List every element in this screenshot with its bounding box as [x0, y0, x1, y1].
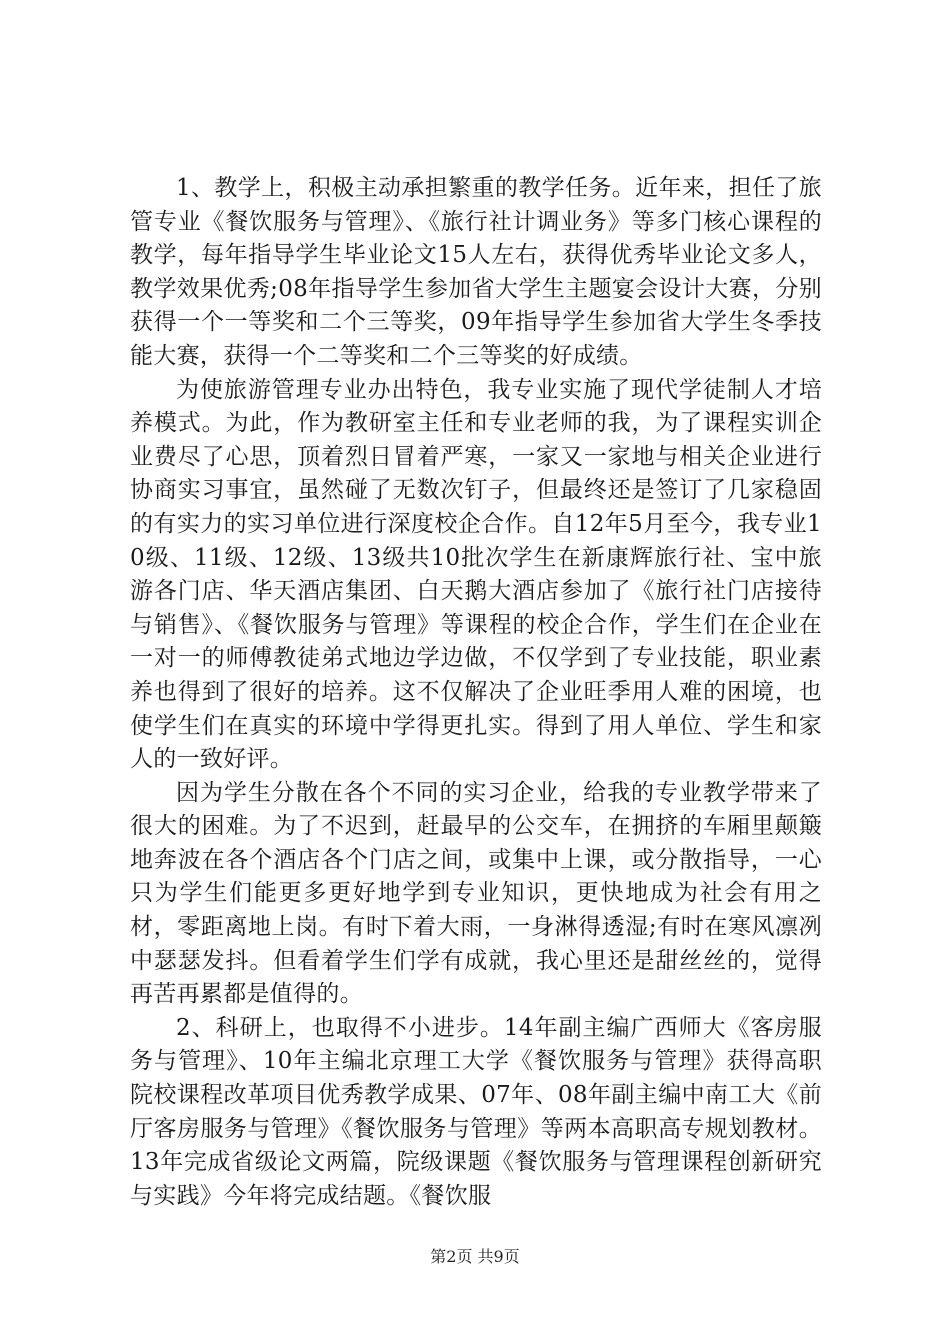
- paragraph-research: 2、科研上，也取得不小进步。14年副主编广西师大《客房服务与管理》、10年主编北京理工大学《餐饮服务与管理》获得高职院校课程改革项目优秀教学成果、07年、08年副主编中南工大《前厅客房服务与管理》《餐饮服务与管理》等两本高职高专规划教材。13年完成省级论文两篇，院级课题《餐饮服务与管理课程创新研究与实践》今年将完成结题。《餐饮服: [130, 1014, 822, 1209]
- document-body: [130, 172, 822, 1213]
- paragraph-apprenticeship: 为使旅游管理专业办出特色，我专业实施了现代学徒制人才培养模式。为此，作为教研室主任和专业老师的我，为了课程实训企业费尽了心思，顶着烈日冒着严寒，一家又一家地与相关企业进行协商实习事宜，虽然碰了无数次钉子，但最终还是签订了几家稳固的有实力的实习单位进行深度校企合作。自12年5月至今，我专业10级、11级、12级、13级共10批次学生在新康辉旅行社、宝中旅游各门店、华天酒店集团、白天鹅大酒店参加了《旅行社门店接待与销售》、《餐饮服务与管理》等课程的校企合作，学生们在企业在一对一的师傅教徒弟式地边学边做，不仅学到了专业技能，职业素养也得到了很好的培养。这不仅解决了企业旺季用人难的困境，也使学生们在真实的环境中学得更扎实。得到了用人单位、学生和家人的一致好评。: [130, 376, 822, 773]
- paragraph-internship-teaching: 因为学生分散在各个不同的实习企业，给我的专业教学带来了很大的困难。为了不迟到，赶最早的公交车，在拥挤的车厢里颠簸地奔波在各个酒店各个门店之间，或集中上课，或分散指导，一心只为学生们能更多更好地学到专业知识，更快地成为社会有用之材，零距离地上岗。有时下着大雨，一身淋得透湿;有时在寒风凛冽中瑟瑟发抖。但看着学生们学有成就，我心里还是甜丝丝的，觉得再苦再累都是值得的。: [130, 779, 822, 1008]
- paragraph-teaching: 1、教学上，积极主动承担繁重的教学任务。近年来，担任了旅管专业《餐饮服务与管理》、《旅行社计调业务》等多门核心课程的教学，每年指导学生毕业论文15人左右，获得优秀毕业论文多人，教学效果优秀;08年指导学生参加省大学生主题宴会设计大赛，分别获得一个一等奖和二个三等奖，09年指导学生参加省大学生冬季技能大赛，获得一个二等奖和二个三等奖的好成绩。: [130, 175, 822, 369]
- page-number-footer: 第2页 共9页: [430, 1247, 520, 1266]
